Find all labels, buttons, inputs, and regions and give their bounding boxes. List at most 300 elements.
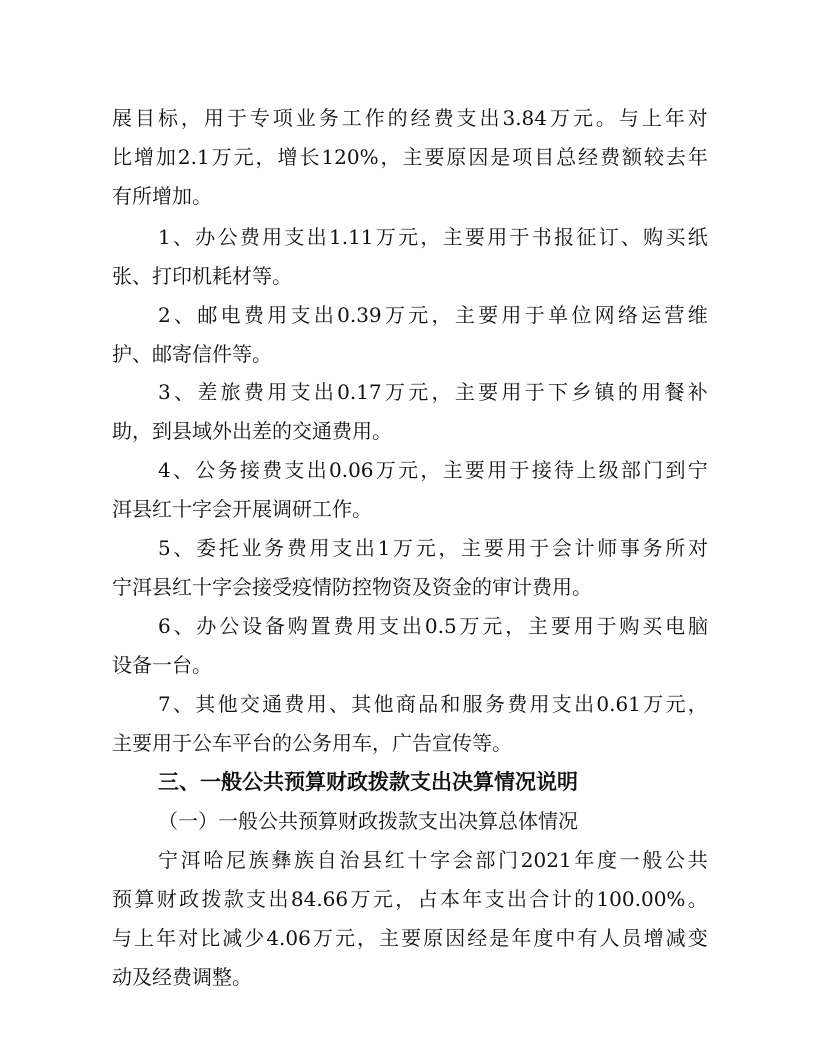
text-glyph: 要 — [401, 926, 422, 950]
text-glyph: 经 — [467, 926, 488, 950]
text-glyph: 位 — [571, 303, 592, 327]
text-glyph: 出 — [313, 303, 334, 327]
text-glyph: 支 — [456, 106, 477, 130]
text-line — [0, 372, 815, 412]
text-glyph: 7 — [158, 692, 171, 716]
text-glyph: 的 — [617, 380, 638, 404]
text-glyph: 务 — [217, 458, 238, 482]
text-glyph: 用 — [529, 692, 550, 716]
text-glyph: 务 — [484, 692, 505, 716]
text-glyph: 增 — [643, 926, 664, 950]
text-glyph: 支 — [290, 303, 311, 327]
text-glyph: 接 — [531, 458, 552, 482]
text-glyph: 买 — [665, 225, 686, 249]
text-glyph: 变 — [687, 926, 708, 950]
text-glyph: 元 — [233, 145, 254, 169]
text-line: 护、邮寄信件等。 — [112, 342, 272, 366]
text-glyph: 待 — [554, 458, 575, 482]
text-line — [0, 528, 815, 568]
text-glyph: 要 — [478, 380, 499, 404]
text-glyph: 于 — [529, 536, 550, 560]
text-glyph: 支 — [290, 380, 311, 404]
text-glyph: 1 — [158, 225, 171, 249]
text-glyph: 字 — [430, 848, 451, 872]
text-glyph: 款 — [223, 887, 244, 911]
text-glyph: 用 — [267, 380, 288, 404]
text-glyph: 总 — [556, 145, 577, 169]
text-line: 宁洱县红十字会接受疫情防控物资及资金的审计费用。 — [112, 575, 592, 599]
text-glyph: 4.06 — [266, 926, 311, 950]
text-glyph: 他 — [373, 692, 394, 716]
text-glyph: 乡 — [571, 380, 592, 404]
text-line — [0, 137, 815, 177]
text-glyph: 备 — [264, 614, 285, 638]
text-glyph: 财 — [156, 887, 177, 911]
text-glyph: 彝 — [271, 848, 292, 872]
text-glyph: 业 — [295, 106, 316, 130]
text-glyph: 有 — [577, 926, 598, 950]
text-glyph: 费 — [239, 225, 260, 249]
text-glyph: 服 — [462, 692, 483, 716]
text-glyph: 主 — [442, 458, 463, 482]
subsection-heading: （一）一般公共预算财政拨款支出决算总体情况 — [158, 809, 578, 833]
text-glyph: 因 — [468, 145, 489, 169]
text-glyph: 算 — [134, 887, 155, 911]
text-glyph: 书 — [531, 225, 552, 249]
text-glyph: 原 — [446, 145, 467, 169]
text-glyph: 上 — [641, 106, 662, 130]
text-glyph: 洱 — [180, 848, 201, 872]
text-glyph: 纸 — [687, 225, 708, 249]
text-glyph: 公 — [217, 225, 238, 249]
text-glyph: 订 — [598, 225, 619, 249]
text-glyph: 100.00% — [596, 887, 686, 911]
text-glyph: 、 — [173, 458, 194, 482]
text-glyph: 用 — [506, 536, 527, 560]
text-glyph: 0.61 — [596, 692, 641, 716]
text-glyph: 4 — [158, 458, 171, 482]
text-glyph: 主 — [379, 926, 400, 950]
text-glyph: 元 — [415, 536, 436, 560]
text-glyph: 预 — [112, 887, 132, 911]
text-glyph: 治 — [339, 848, 360, 872]
text-glyph: 营 — [664, 303, 685, 327]
text-glyph: 出 — [354, 536, 375, 560]
text-glyph: 、 — [328, 692, 349, 716]
text-glyph: 、 — [173, 614, 194, 638]
text-glyph: 较 — [643, 145, 664, 169]
text-glyph: 差 — [197, 380, 218, 404]
text-glyph: 出 — [574, 692, 595, 716]
text-glyph: 共 — [687, 848, 708, 872]
text-glyph: 主 — [454, 303, 475, 327]
text-glyph: 万 — [312, 926, 333, 950]
text-glyph: 元 — [334, 926, 355, 950]
text-glyph: 务 — [264, 536, 285, 560]
text-glyph: 万 — [549, 106, 570, 130]
text-glyph: 万 — [384, 303, 405, 327]
text-glyph: 额 — [622, 145, 643, 169]
text-glyph: 元 — [398, 225, 419, 249]
text-glyph: 万 — [375, 225, 396, 249]
text-glyph: 主 — [402, 145, 423, 169]
text-glyph: 补 — [687, 380, 708, 404]
text-glyph: 用 — [641, 380, 662, 404]
text-line — [0, 295, 815, 335]
text-glyph: 、 — [174, 380, 195, 404]
text-glyph: 他 — [217, 692, 238, 716]
text-glyph: 其 — [351, 692, 372, 716]
text-glyph: 作 — [364, 106, 385, 130]
text-glyph: 支 — [246, 887, 267, 911]
text-glyph: 用 — [501, 380, 522, 404]
text-glyph: 费 — [433, 106, 454, 130]
text-glyph: 主 — [528, 614, 549, 638]
text-glyph: 、 — [173, 225, 194, 249]
text-glyph: 县 — [362, 848, 383, 872]
text-glyph: 出 — [479, 106, 500, 130]
text-glyph: 所 — [665, 536, 686, 560]
text-glyph: 电 — [220, 303, 241, 327]
text-glyph: 元 — [398, 458, 419, 482]
text-glyph: 门 — [643, 458, 664, 482]
text-glyph: 支 — [332, 536, 353, 560]
text-glyph: 自 — [316, 848, 337, 872]
text-glyph: 对 — [178, 926, 199, 950]
text-glyph: 一 — [619, 848, 640, 872]
text-glyph: 红 — [384, 848, 405, 872]
text-glyph: 门 — [498, 848, 519, 872]
text-glyph: 费 — [286, 536, 307, 560]
text-glyph: 与 — [112, 926, 132, 950]
text-glyph: 于 — [524, 303, 545, 327]
text-glyph: 元 — [408, 380, 429, 404]
text-glyph: 公 — [195, 458, 216, 482]
text-line: 主要用于公车平台的公务用车，广告宣传等。 — [112, 731, 512, 755]
text-glyph: 出 — [507, 887, 528, 911]
text-glyph: 征 — [576, 225, 597, 249]
text-glyph: 合 — [529, 887, 550, 911]
text-glyph: 1.11 — [328, 225, 374, 249]
text-line — [0, 98, 815, 138]
text-glyph: 通 — [262, 692, 283, 716]
text-glyph: 是 — [489, 926, 510, 950]
text-glyph: 十 — [407, 848, 428, 872]
text-glyph: ， — [255, 145, 276, 169]
text-line — [0, 217, 815, 257]
text-glyph: 用 — [487, 225, 508, 249]
text-glyph: 年 — [462, 887, 483, 911]
text-glyph: 展 — [112, 106, 132, 130]
text-glyph: 万 — [375, 458, 396, 482]
text-glyph: 出 — [313, 380, 334, 404]
text-glyph: 运 — [641, 303, 662, 327]
text-glyph: 用 — [573, 614, 594, 638]
text-glyph: ， — [380, 145, 401, 169]
text-glyph: 员 — [621, 926, 642, 950]
text-glyph: 0.06 — [328, 458, 374, 482]
text-glyph: 用 — [203, 106, 224, 130]
text-glyph: 长 — [299, 145, 320, 169]
text-glyph: 买 — [642, 614, 663, 638]
text-glyph: 加 — [155, 145, 176, 169]
text-glyph: 业 — [241, 536, 262, 560]
text-glyph: 用 — [356, 614, 377, 638]
text-glyph: 出 — [306, 458, 327, 482]
text-line: 洱县红十字会开展调研工作。 — [112, 497, 372, 521]
text-glyph: 年 — [156, 926, 177, 950]
section-heading: 三、一般公共预算财政拨款支出决算情况说明 — [158, 770, 578, 794]
text-glyph: 、 — [174, 303, 195, 327]
text-line — [0, 450, 815, 490]
text-glyph: 用 — [262, 225, 283, 249]
text-glyph: 费 — [243, 303, 264, 327]
text-glyph: 要 — [478, 303, 499, 327]
text-glyph: 下 — [548, 380, 569, 404]
text-glyph: 原 — [423, 926, 444, 950]
text-line — [0, 606, 815, 646]
text-glyph: 项 — [272, 106, 293, 130]
text-glyph: 人 — [599, 926, 620, 950]
text-glyph: 增 — [277, 145, 298, 169]
text-glyph: 费 — [600, 145, 621, 169]
text-glyph: 于 — [509, 458, 530, 482]
text-glyph: 族 — [248, 848, 269, 872]
text-glyph: 宁 — [687, 458, 708, 482]
text-glyph: 万 — [393, 536, 414, 560]
text-glyph: 增 — [133, 145, 154, 169]
text-glyph: 其 — [195, 692, 216, 716]
text-glyph: 计 — [574, 536, 595, 560]
text-glyph: 专 — [249, 106, 270, 130]
text-glyph: 上 — [134, 926, 155, 950]
text-glyph: 于 — [509, 225, 530, 249]
text-glyph: 的 — [574, 887, 595, 911]
text-glyph: 用 — [501, 303, 522, 327]
text-glyph: 维 — [687, 303, 708, 327]
text-glyph: 目 — [534, 145, 555, 169]
text-glyph: 对 — [687, 536, 708, 560]
text-line: 助，到县域外出差的交通费用。 — [112, 419, 392, 443]
text-glyph: 经 — [578, 145, 599, 169]
text-glyph: 到 — [665, 458, 686, 482]
text-glyph: 万 — [211, 145, 232, 169]
text-glyph: 费 — [333, 614, 354, 638]
text-glyph: 要 — [424, 145, 445, 169]
text-glyph: 邮 — [197, 303, 218, 327]
text-glyph: 占 — [417, 887, 438, 911]
text-glyph: 计 — [551, 887, 572, 911]
text-glyph: 6 — [158, 614, 171, 638]
text-glyph: 事 — [619, 536, 640, 560]
text-glyph: 品 — [418, 692, 439, 716]
text-glyph: 办 — [196, 614, 217, 638]
text-glyph: 。 — [687, 887, 708, 911]
text-glyph: 去 — [665, 145, 686, 169]
text-glyph: 用 — [309, 536, 330, 560]
text-glyph: 0.17 — [337, 380, 382, 404]
text-glyph: 报 — [554, 225, 575, 249]
text-glyph: 部 — [475, 848, 496, 872]
text-line — [0, 840, 815, 880]
text-glyph: ， — [357, 926, 377, 950]
text-glyph: 费 — [507, 692, 528, 716]
text-glyph: 于 — [596, 614, 617, 638]
text-glyph: 费 — [284, 692, 305, 716]
text-glyph: 对 — [687, 106, 708, 130]
text-glyph: 元 — [665, 692, 686, 716]
text-glyph: 目 — [134, 106, 155, 130]
text-line: 设备一台。 — [112, 653, 212, 677]
text-glyph: ， — [420, 458, 441, 482]
text-glyph: 84.66 — [290, 887, 349, 911]
text-glyph: 部 — [620, 458, 641, 482]
text-glyph: ， — [431, 380, 452, 404]
text-glyph: ， — [420, 225, 441, 249]
text-line: 动及经费调整。 — [112, 965, 252, 989]
text-glyph: 比 — [112, 145, 132, 169]
text-glyph: 般 — [642, 848, 663, 872]
text-glyph: 是 — [490, 145, 511, 169]
text-glyph: 和 — [440, 692, 461, 716]
text-glyph: 的 — [387, 106, 408, 130]
text-glyph: 级 — [598, 458, 619, 482]
text-glyph: 于 — [226, 106, 247, 130]
text-glyph: 2 — [158, 303, 171, 327]
text-glyph: 设 — [242, 614, 263, 638]
text-glyph: 支 — [284, 225, 305, 249]
text-glyph: 用 — [487, 458, 508, 482]
text-line: 有所增加。 — [112, 184, 212, 208]
text-glyph: 。 — [595, 106, 616, 130]
text-glyph: 购 — [643, 225, 664, 249]
text-glyph: 万 — [384, 380, 405, 404]
text-glyph: 少 — [244, 926, 265, 950]
text-glyph: 络 — [617, 303, 638, 327]
text-glyph: 出 — [268, 887, 289, 911]
text-glyph: 托 — [218, 536, 239, 560]
text-glyph: 出 — [306, 225, 327, 249]
text-glyph: ， — [687, 692, 708, 716]
text-glyph: 与 — [618, 106, 639, 130]
text-glyph: 尼 — [226, 848, 247, 872]
text-glyph: 师 — [597, 536, 618, 560]
text-glyph: 度 — [533, 926, 554, 950]
text-glyph: 万 — [350, 887, 371, 911]
text-glyph: 年 — [687, 145, 708, 169]
text-glyph: 商 — [395, 692, 416, 716]
text-glyph: ， — [395, 887, 416, 911]
text-glyph: 减 — [665, 926, 686, 950]
text-glyph: 务 — [318, 106, 339, 130]
text-glyph: 上 — [576, 458, 597, 482]
text-glyph: 会 — [452, 848, 473, 872]
text-glyph: 用 — [306, 692, 327, 716]
text-glyph: 委 — [196, 536, 217, 560]
text-glyph: 哈 — [203, 848, 224, 872]
text-glyph: ， — [180, 106, 201, 130]
text-glyph: 务 — [642, 536, 663, 560]
text-glyph: 单 — [548, 303, 569, 327]
text-glyph: 交 — [239, 692, 260, 716]
text-glyph: 2021 — [520, 848, 572, 872]
text-glyph: 电 — [665, 614, 686, 638]
text-glyph: 比 — [200, 926, 221, 950]
text-glyph: 减 — [222, 926, 243, 950]
text-glyph: 3.84 — [502, 106, 547, 130]
text-glyph: 支 — [379, 614, 400, 638]
text-glyph: 置 — [310, 614, 331, 638]
text-glyph: 费 — [243, 380, 264, 404]
text-glyph: 要 — [550, 614, 571, 638]
text-glyph: 、 — [173, 692, 194, 716]
text-glyph: 、 — [620, 225, 641, 249]
text-glyph: 主 — [461, 536, 482, 560]
text-glyph: 要 — [464, 458, 485, 482]
text-glyph: 经 — [410, 106, 431, 130]
text-glyph: 支 — [484, 887, 505, 911]
text-glyph: 3 — [158, 380, 171, 404]
text-glyph: 2.1 — [177, 145, 210, 169]
text-glyph: 购 — [619, 614, 640, 638]
text-glyph: 元 — [372, 887, 393, 911]
text-glyph: 接 — [239, 458, 260, 482]
text-line: 张、打印机耗材等。 — [112, 264, 292, 288]
text-glyph: 出 — [402, 614, 423, 638]
text-glyph: 项 — [512, 145, 533, 169]
text-glyph: 万 — [459, 614, 480, 638]
text-glyph: ， — [431, 303, 452, 327]
text-glyph: 1 — [377, 536, 391, 560]
text-line — [0, 684, 815, 724]
text-glyph: 0.5 — [424, 614, 457, 638]
text-glyph: 120% — [321, 145, 379, 169]
text-glyph: 宁 — [158, 848, 178, 872]
text-glyph: 支 — [551, 692, 572, 716]
text-glyph: 年 — [511, 926, 532, 950]
text-glyph: 0.39 — [337, 303, 382, 327]
text-glyph: 办 — [195, 225, 216, 249]
text-glyph: 购 — [287, 614, 308, 638]
text-glyph: 元 — [482, 614, 503, 638]
text-glyph: 公 — [665, 848, 686, 872]
text-glyph: 政 — [179, 887, 200, 911]
text-glyph: ， — [438, 536, 459, 560]
text-glyph: 主 — [442, 225, 463, 249]
text-glyph: 中 — [555, 926, 576, 950]
text-glyph: 度 — [597, 848, 617, 872]
text-glyph: 主 — [454, 380, 475, 404]
text-glyph: 工 — [341, 106, 362, 130]
text-glyph: 旅 — [220, 380, 241, 404]
text-line — [0, 918, 815, 958]
text-glyph: 用 — [267, 303, 288, 327]
text-glyph: 于 — [524, 380, 545, 404]
text-glyph: 镇 — [594, 380, 615, 404]
text-glyph: 年 — [574, 848, 595, 872]
text-glyph: 万 — [643, 692, 664, 716]
text-glyph: 要 — [483, 536, 504, 560]
text-glyph: 族 — [294, 848, 315, 872]
text-glyph: 费 — [262, 458, 283, 482]
text-line — [0, 879, 815, 919]
text-glyph: 本 — [439, 887, 460, 911]
text-glyph: ， — [505, 614, 526, 638]
text-glyph: 5 — [158, 536, 171, 560]
text-glyph: 标 — [157, 106, 178, 130]
text-glyph: 餐 — [664, 380, 685, 404]
text-glyph: 脑 — [687, 614, 708, 638]
